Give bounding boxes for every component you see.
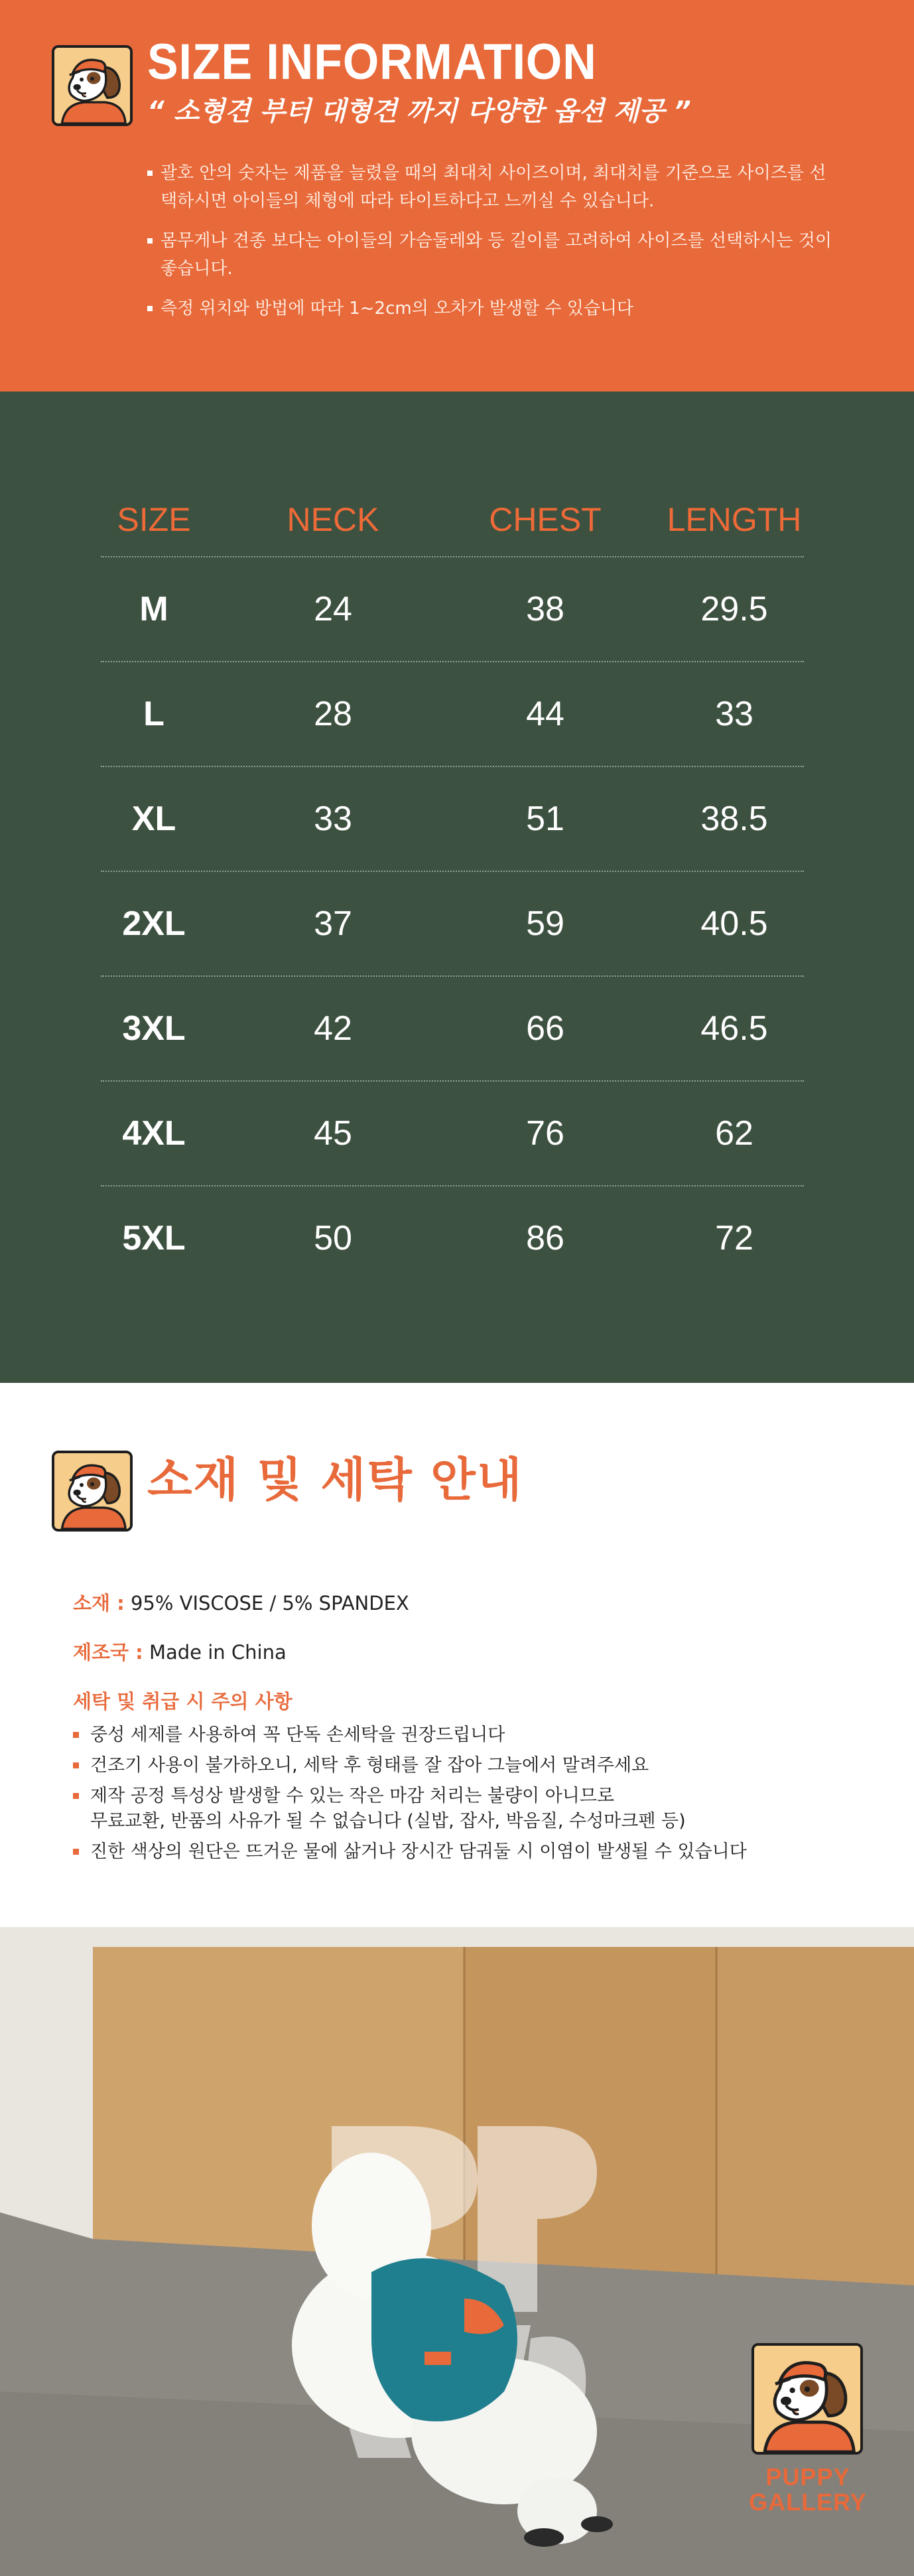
fabric-value: 95% VISCOSE / 5% SPANDEX — [130, 1592, 409, 1614]
size-info-title: SIZE INFORMATION — [147, 34, 597, 90]
cell-length: 40.5 — [700, 904, 768, 943]
cell-length: 46.5 — [700, 1009, 768, 1048]
brand-line-2: GALLERY — [749, 2488, 867, 2516]
cell-length: 62 — [715, 1114, 753, 1153]
cell-size: 2XL — [122, 904, 186, 943]
care-item: 중성 세제를 사용하여 꼭 단독 손세탁을 권장드립니다 — [73, 1723, 803, 1748]
table-row — [101, 662, 804, 766]
cell-chest: 86 — [526, 1219, 564, 1257]
dog-mascot-icon — [52, 1451, 133, 1532]
brand-line-1: PUPPY — [765, 2463, 850, 2490]
dog-mascot-icon — [52, 45, 133, 126]
table-row — [101, 977, 804, 1080]
table-row — [101, 767, 804, 871]
brand-logo-text — [742, 2465, 874, 2515]
cell-size: 4XL — [122, 1114, 186, 1153]
cell-chest: 38 — [526, 590, 564, 628]
cell-neck: 45 — [314, 1114, 352, 1153]
cell-size: 5XL — [122, 1219, 186, 1257]
size-note: 괄호 안의 숫자는 제품을 늘렸을 때의 최대치 사이즈이며, 최대치를 기준으로 사이즈를 선택하시면 아이들의 체형에 따라 타이트하다고 느끼실 수 있습니다. — [147, 159, 837, 215]
cell-neck: 28 — [314, 695, 352, 733]
origin-line — [73, 1638, 287, 1665]
cell-chest: 51 — [526, 800, 564, 838]
cell-size: 3XL — [122, 1009, 186, 1048]
size-note: 몸무게나 견종 보다는 아이들의 가슴둘레와 등 길이를 고려하여 사이즈를 선택하시는 것이 좋습니다. — [147, 227, 837, 283]
cell-neck: 50 — [314, 1219, 352, 1257]
size-info-subtitle: “ 소형견 부터 대형견 까지 다양한 옵션 제공 ” — [147, 96, 691, 127]
header-size: SIZE — [117, 501, 191, 538]
cell-size: XL — [131, 800, 176, 838]
cell-neck: 33 — [314, 800, 352, 838]
cell-length: 72 — [715, 1219, 753, 1257]
cell-size: M — [139, 590, 168, 628]
size-chart-section — [0, 392, 914, 1383]
cell-length: 38.5 — [700, 800, 768, 838]
fabric-label: 소재 : — [73, 1592, 125, 1614]
cell-chest: 66 — [526, 1009, 564, 1048]
cell-length: 29.5 — [700, 590, 768, 628]
origin-value: Made in China — [149, 1641, 287, 1664]
size-table — [101, 483, 804, 1290]
header-length: LENGTH — [667, 501, 802, 538]
size-table-header — [101, 483, 804, 556]
care-heading: 세탁 및 취급 시 주의 사항 — [73, 1690, 293, 1713]
fabric-line — [73, 1589, 409, 1616]
material-care-title: 소재 및 세탁 안내 — [147, 1453, 523, 1507]
table-row — [101, 1186, 804, 1290]
size-note: 측정 위치와 방법에 따라 1~2cm의 오차가 발생할 수 있습니다 — [147, 295, 837, 322]
care-list — [73, 1723, 803, 1870]
cell-size: L — [143, 695, 164, 733]
care-item: 건조기 사용이 불가하오니, 세탁 후 형태를 잘 잡아 그늘에서 말려주세요 — [73, 1753, 803, 1778]
cell-chest: 76 — [526, 1114, 564, 1153]
table-row — [101, 1082, 804, 1185]
cell-chest: 59 — [526, 904, 564, 943]
size-information-section — [0, 0, 914, 392]
care-item: 진한 색상의 원단은 뜨거운 물에 삶거나 장시간 담궈둘 시 이염이 발생될 수 있습니다 — [73, 1839, 803, 1865]
table-row — [101, 872, 804, 975]
material-care-section — [0, 1383, 914, 1927]
cell-neck: 42 — [314, 1009, 352, 1048]
cell-chest: 44 — [526, 695, 564, 733]
care-item: 제작 공정 특성상 발생할 수 있는 작은 마감 처리는 불량이 아니므로 무료교환, 반품의 사유가 될 수 없습니다 (실밥, 잡사, 박음질, 수성마크펜 등) — [73, 1784, 803, 1834]
header-chest: CHEST — [489, 501, 602, 538]
size-info-notes — [147, 159, 837, 334]
origin-label: 제조국 : — [73, 1641, 143, 1664]
cell-neck: 37 — [314, 904, 352, 943]
table-row — [101, 557, 804, 661]
cell-neck: 24 — [314, 590, 352, 628]
cell-length: 33 — [715, 695, 753, 733]
product-photo-section — [0, 1927, 914, 2576]
header-neck: NECK — [287, 501, 379, 538]
puppy-gallery-logo-icon — [751, 2343, 863, 2455]
